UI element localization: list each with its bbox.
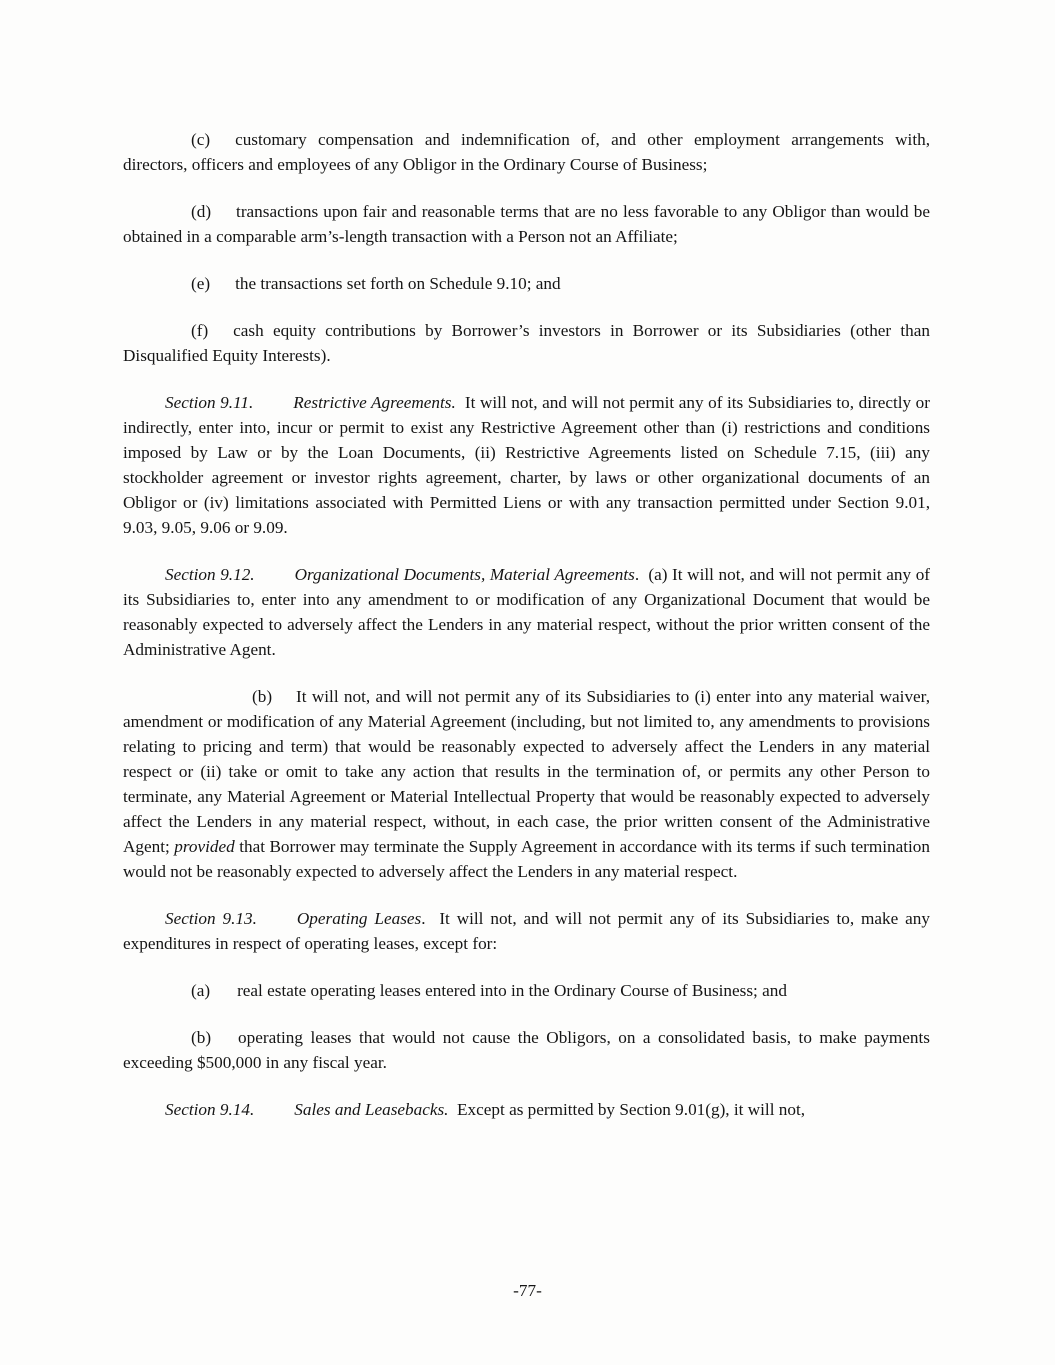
paragraph-subclause-e xyxy=(123,271,930,296)
paragraph-section-9-14 xyxy=(123,1097,930,1122)
tab-space xyxy=(255,579,295,580)
text-run: (b) xyxy=(191,1028,212,1047)
tab-space xyxy=(211,216,236,217)
paragraph-section-9-12-a xyxy=(123,562,930,662)
text-run: Restrictive Agreements. xyxy=(293,393,456,412)
text-run: provided xyxy=(174,837,235,856)
paragraph-subclause-f xyxy=(123,318,930,368)
paragraph-section-9-13-b xyxy=(123,1025,930,1075)
text-run: It will not, and will not permit any of its Subsidiaries to (i) enter into any material waiver, amendment or modification of any Material Agreement (including, but not limited to, any amendments to provisions relating to pricing and term) that would be reasonably expected to adversely affect the Lenders in any material respect or (ii) take or omit to take any action that results in the termination of, or permits any other Person to terminate, any Material Agreement or Material Intellectual Property that would be reasonably expected to adversely affect the Lenders in any material respect, without, in each case, the prior written consent of the Administrative Agent; xyxy=(123,687,930,856)
paragraph-subclause-d xyxy=(123,199,930,249)
text-run: Organizational Documents, Material Agreements xyxy=(294,565,635,584)
text-run: real estate operating leases entered into in the Ordinary Course of Business; and xyxy=(237,981,787,1000)
text-run: Except as permitted by Section 9.01(g), it will not, xyxy=(448,1100,806,1119)
page-number: -77- xyxy=(513,1281,542,1300)
text-run: cash equity contributions by Borrower’s investors in Borrower or its Subsidiaries (other than Disqualified Equity Interests). xyxy=(123,321,930,365)
tab-space xyxy=(257,923,297,924)
text-run: transactions upon fair and reasonable terms that are no less favorable to any Obligor than would be obtained in a comparable arm’s-length transaction with a Person not an Affiliate; xyxy=(123,202,930,246)
text-run: Operating Leases xyxy=(296,909,422,928)
text-run: Section 9.12. xyxy=(165,565,255,584)
tab-space xyxy=(210,288,235,289)
tab-space xyxy=(272,701,296,702)
text-run: (c) xyxy=(191,130,211,149)
text-run: It will not, and will not permit any of its Subsidiaries to, directly or indirectly, enter into, incur or permit to exist any Restrictive Agreement other than (i) restrictions and conditions imposed by Law or by the Loan Documents, (ii) Restrictive Agreements listed on Schedule 7.15, (iii) any stockholder agreement or investor rights agreement, charter, by laws or other organizational documents of an Obligor or (iv) limitations associated with Permitted Liens or with any transaction permitted under Section 9.01, 9.03, 9.05, 9.06 or 9.09. xyxy=(123,393,930,537)
text-run: Section 9.14. xyxy=(165,1100,255,1119)
text-run: operating leases that would not cause the Obligors, on a consolidated basis, to make payments exceeding $500,000 in any fiscal year. xyxy=(123,1028,930,1072)
text-run: (d) xyxy=(191,202,212,221)
text-run: (b) xyxy=(252,687,273,706)
paragraph-subclause-c xyxy=(123,127,930,177)
document-body xyxy=(123,127,930,1122)
text-run: . It will not, and will not permit any of its Subsidiaries to, make any expenditures in respect of operating leases, except for: xyxy=(123,909,930,953)
text-run: that Borrower may terminate the Supply Agreement in accordance with its terms if such termination would not be reasonably expected to adversely affect the Lenders in any material respect. xyxy=(123,837,930,881)
tab-space xyxy=(208,335,233,336)
tab-space xyxy=(211,1042,238,1043)
text-run: (f) xyxy=(191,321,209,340)
paragraph-section-9-11 xyxy=(123,390,930,540)
text-run: the transactions set forth on Schedule 9.10; and xyxy=(235,274,561,293)
tab-space xyxy=(254,1114,294,1115)
tab-space xyxy=(210,144,235,145)
text-run: (e) xyxy=(191,274,211,293)
text-run: Section 9.11. xyxy=(165,393,254,412)
page-footer xyxy=(0,1278,1055,1303)
text-run: . (a) It will not, and will not permit any of its Subsidiaries to, enter into any amendment to or modification of any Organizational Document that would be reasonably expected to adversely affect the Lenders in any material respect, without the prior written consent of the Administrative Agent. xyxy=(123,565,931,659)
paragraph-section-9-13 xyxy=(123,906,930,956)
paragraph-section-9-13-a xyxy=(123,978,930,1003)
text-run: Sales and Leasebacks. xyxy=(294,1100,449,1119)
text-run: customary compensation and indemnification of, and other employment arrangements with, directors, officers and employees of any Obligor in the Ordinary Course of Business; xyxy=(123,130,930,174)
paragraph-section-9-12-b xyxy=(123,684,930,884)
tab-space xyxy=(210,995,237,996)
tab-space xyxy=(253,407,293,408)
text-run: (a) xyxy=(191,981,211,1000)
text-run: Section 9.13. xyxy=(165,909,257,928)
